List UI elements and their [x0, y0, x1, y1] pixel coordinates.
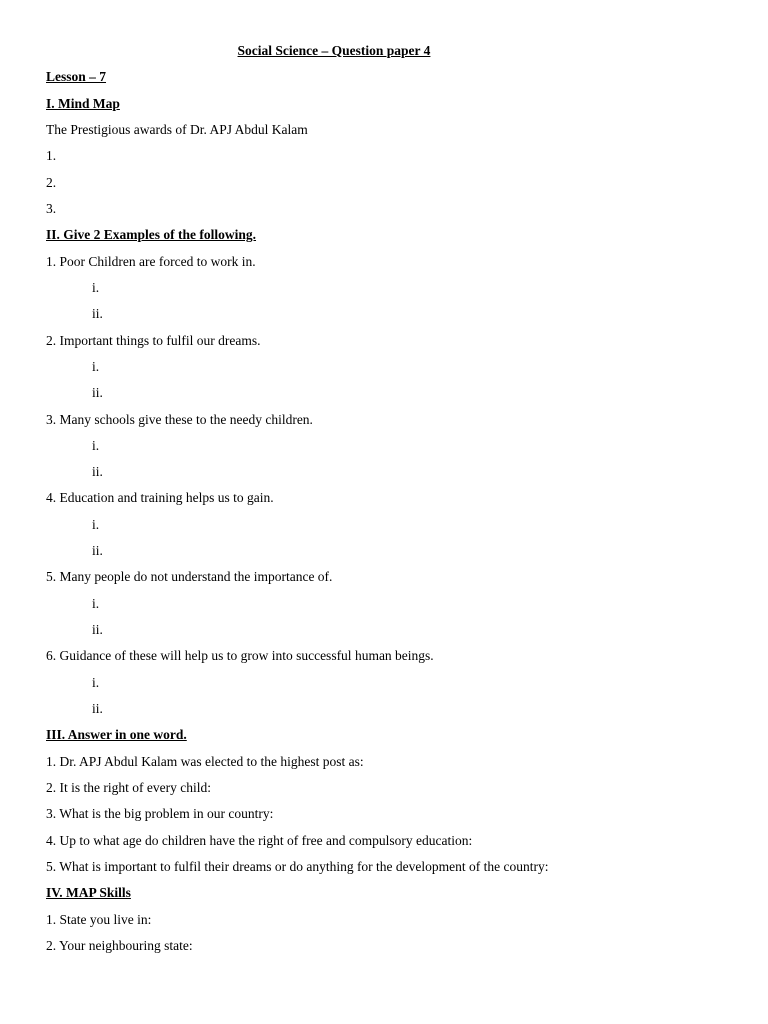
section-1-item: 2.	[46, 175, 57, 190]
section-2-question: 3. Many schools give these to the needy children.	[46, 412, 313, 427]
section-2-subitem: i.	[92, 438, 100, 453]
section-2-question: 5. Many people do not understand the importance of.	[46, 569, 333, 584]
section-2-subitem: i.	[92, 596, 100, 611]
section-2-question: 1. Poor Children are forced to work in.	[46, 254, 256, 269]
section-1-item: 3.	[46, 201, 57, 216]
section-3-question: 2. It is the right of every child:	[46, 780, 211, 795]
section-4-question: 1. State you live in:	[46, 912, 152, 927]
section-1-prompt: The Prestigious awards of Dr. APJ Abdul Kalam	[46, 122, 308, 137]
section-1-item: 1.	[46, 148, 57, 163]
section-3-question: 1. Dr. APJ Abdul Kalam was elected to the highest post as:	[46, 754, 364, 769]
section-4-heading: IV. MAP Skills	[46, 885, 131, 900]
section-3-question: 5. What is important to fulfil their dreams or do anything for the development of the country:	[46, 859, 549, 874]
page-title: Social Science – Question paper 4	[237, 43, 431, 58]
lesson-heading: Lesson – 7	[46, 69, 107, 84]
section-3-heading: III. Answer in one word.	[46, 727, 187, 742]
section-2-subitem: ii.	[92, 701, 103, 716]
section-2-subitem: i.	[92, 675, 100, 690]
section-2-subitem: i.	[92, 517, 100, 532]
section-3-question: 3. What is the big problem in our country:	[46, 806, 274, 821]
section-2-heading: II. Give 2 Examples of the following.	[46, 227, 257, 242]
section-2-subitem: ii.	[92, 543, 103, 558]
section-2-question: 2. Important things to fulfil our dreams.	[46, 333, 261, 348]
section-1-heading: I. Mind Map	[46, 96, 120, 111]
section-2-subitem: ii.	[92, 385, 103, 400]
section-2-subitem: ii.	[92, 622, 103, 637]
section-2-subitem: i.	[92, 359, 100, 374]
section-3-question: 4. Up to what age do children have the right of free and compulsory education:	[46, 833, 473, 848]
section-2-subitem: i.	[92, 280, 100, 295]
section-2-question: 4. Education and training helps us to gain.	[46, 490, 274, 505]
section-2-subitem: ii.	[92, 464, 103, 479]
section-4-question: 2. Your neighbouring state:	[46, 938, 193, 953]
section-2-subitem: ii.	[92, 306, 103, 321]
section-2-question: 6. Guidance of these will help us to grow into successful human beings.	[46, 648, 434, 663]
